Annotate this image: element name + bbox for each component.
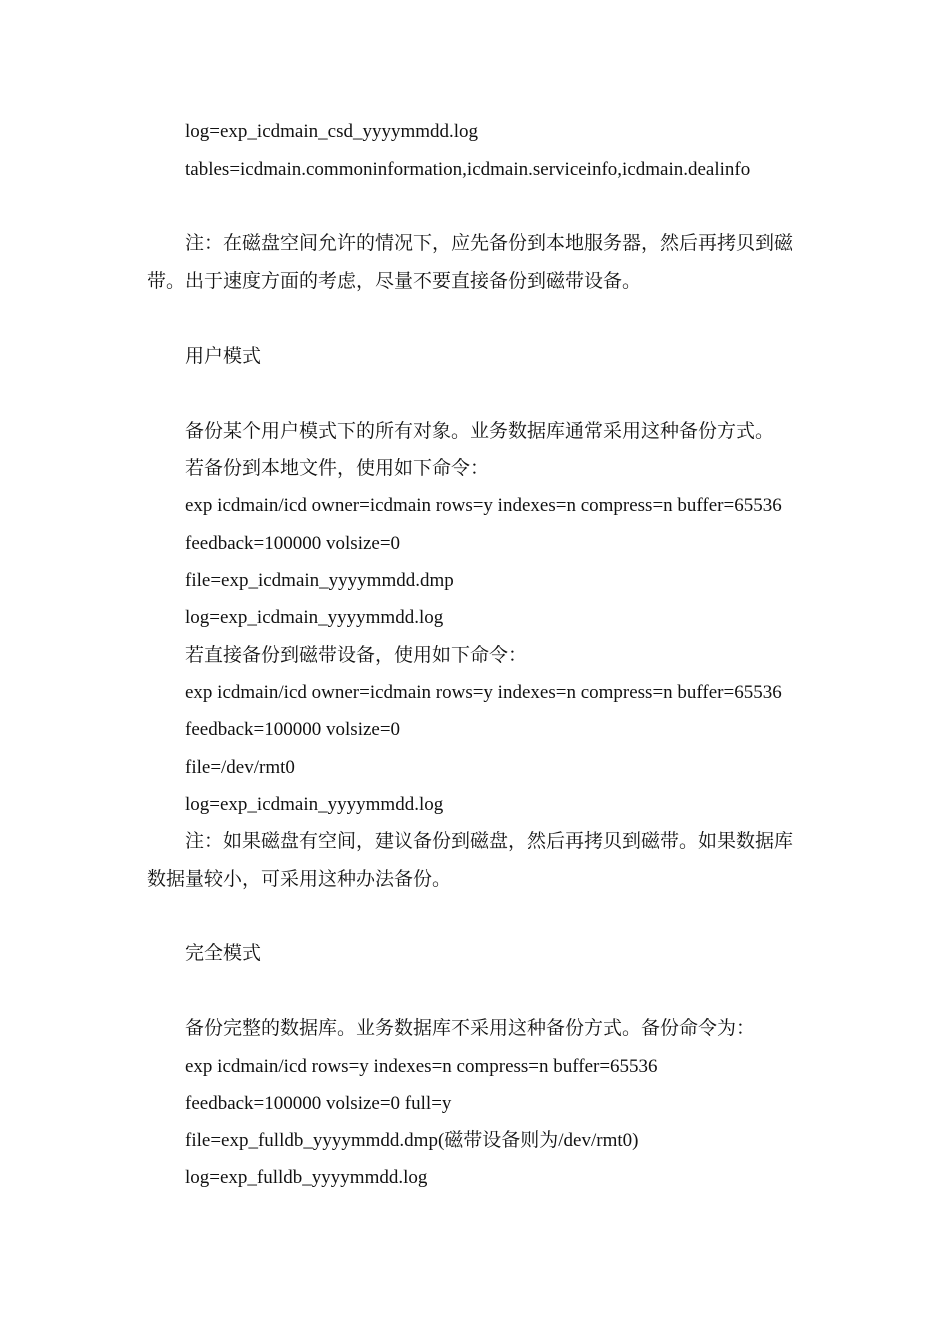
command-line: log=exp_icdmain_yyyymmdd.log xyxy=(185,607,444,628)
section-heading-full-mode: 完全模式 xyxy=(185,943,262,964)
body-line: 备份完整的数据库。业务数据库不采用这种备份方式。备份命令为： xyxy=(185,1018,756,1039)
note-line-continued: 数据量较小，可采用这种办法备份。 xyxy=(147,869,452,890)
note-line: 注：如果磁盘有空间，建议备份到磁盘，然后再拷贝到磁带。如果数据库 xyxy=(185,831,794,852)
command-line: file=exp_icdmain_yyyymmdd.dmp xyxy=(185,570,454,591)
note-line: 注：在磁盘空间允许的情况下，应先备份到本地服务器，然后再拷贝到磁 xyxy=(185,233,794,254)
body-line: 若直接备份到磁带设备，使用如下命令： xyxy=(185,645,528,666)
body-line: log=exp_icdmain_csd_yyyymmdd.log xyxy=(185,121,479,142)
command-line: feedback=100000 volsize=0 xyxy=(185,719,401,740)
command-line: exp icdmain/icd rows=y indexes=n compress=n buffer=65536 xyxy=(185,1056,658,1077)
command-line: exp icdmain/icd owner=icdmain rows=y indexes=n compress=n buffer=65536 xyxy=(185,495,782,516)
body-line: 若备份到本地文件，使用如下命令： xyxy=(185,458,490,479)
section-heading-user-mode: 用户模式 xyxy=(185,346,262,367)
body-line: tables=icdmain.commoninformation,icdmain.serviceinfo,icdmain.dealinfo xyxy=(185,159,751,180)
command-line: feedback=100000 volsize=0 xyxy=(185,533,401,554)
command-line: feedback=100000 volsize=0 full=y xyxy=(185,1093,452,1114)
command-line: log=exp_icdmain_yyyymmdd.log xyxy=(185,794,444,815)
command-line: file=exp_fulldb_yyyymmdd.dmp(磁带设备则为/dev/rmt0) xyxy=(185,1130,639,1151)
command-line: log=exp_fulldb_yyyymmdd.log xyxy=(185,1167,428,1188)
command-line: exp icdmain/icd owner=icdmain rows=y indexes=n compress=n buffer=65536 xyxy=(185,682,782,703)
body-line: 备份某个用户模式下的所有对象。业务数据库通常采用这种备份方式。 xyxy=(185,421,775,442)
command-line: file=/dev/rmt0 xyxy=(185,757,295,778)
note-line-continued: 带。出于速度方面的考虑，尽量不要直接备份到磁带设备。 xyxy=(147,271,642,292)
